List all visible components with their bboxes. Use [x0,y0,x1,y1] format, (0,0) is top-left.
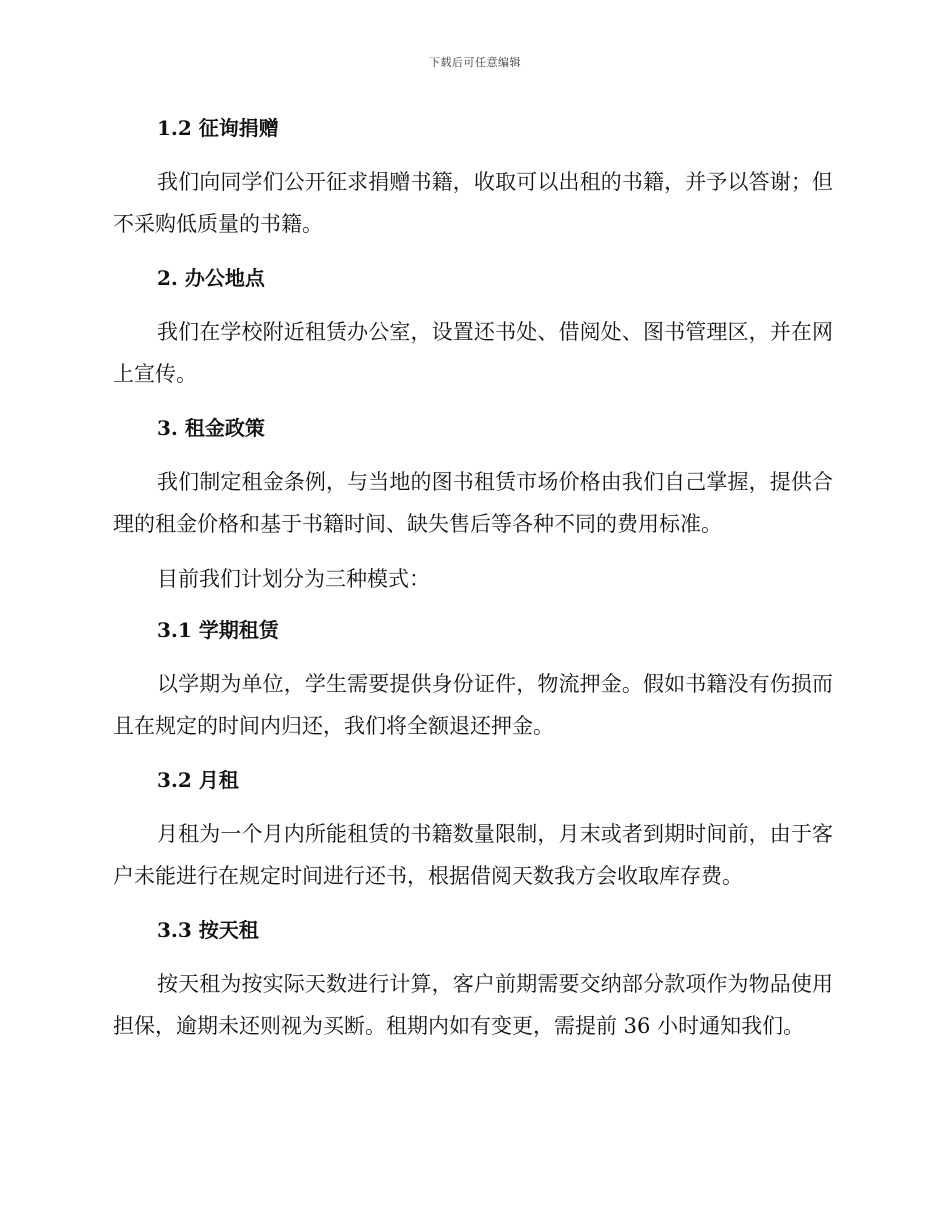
section-heading-semester-rent: 3.1 学期租赁 [157,618,279,642]
paragraph-office: 我们在学校附近租赁办公室，设置还书处、借阅处、图书管理区，并在网上宣传。 [113,320,833,386]
paragraph-donation: 我们向同学们公开征求捐赠书籍，收取可以出租的书籍，并予以答谢；但不采购低质量的书籍。 [113,170,833,236]
section-heading-office: 2. 办公地点 [157,266,265,290]
paragraph-semester-rent: 以学期为单位，学生需要提供身份证件，物流押金。假如书籍没有伤损而且在规定的时间内归还，我们将全额退还押金。 [113,672,833,738]
section-heading-rent-policy: 3. 租金政策 [157,416,265,440]
section-heading-monthly-rent: 3.2 月租 [157,768,239,792]
paragraph-daily-rent: 按天租为按实际天数进行计算，客户前期需要交纳部分款项作为物品使用担保，逾期未还则视为买断。租期内如有变更，需提前 36 小时通知我们。 [113,972,833,1038]
paragraph-modes-intro: 目前我们计划分为三种模式： [157,567,430,591]
section-heading-donation: 1.2 征询捐赠 [157,116,279,140]
document-body [113,108,833,1060]
paragraph-monthly-rent: 月租为一个月内所能租赁的书籍数量限制，月末或者到期时间前，由于客户未能进行在规定时间进行还书，根据借阅天数我方会收取库存费。 [113,822,833,888]
paragraph-rent-policy: 我们制定租金条例，与当地的图书租赁市场价格由我们自己掌握，提供合理的租金价格和基于书籍时间、缺失售后等各种不同的费用标准。 [113,470,833,536]
section-heading-daily-rent: 3.3 按天租 [157,918,259,942]
page-header: 下载后可任意编辑 [429,56,521,69]
